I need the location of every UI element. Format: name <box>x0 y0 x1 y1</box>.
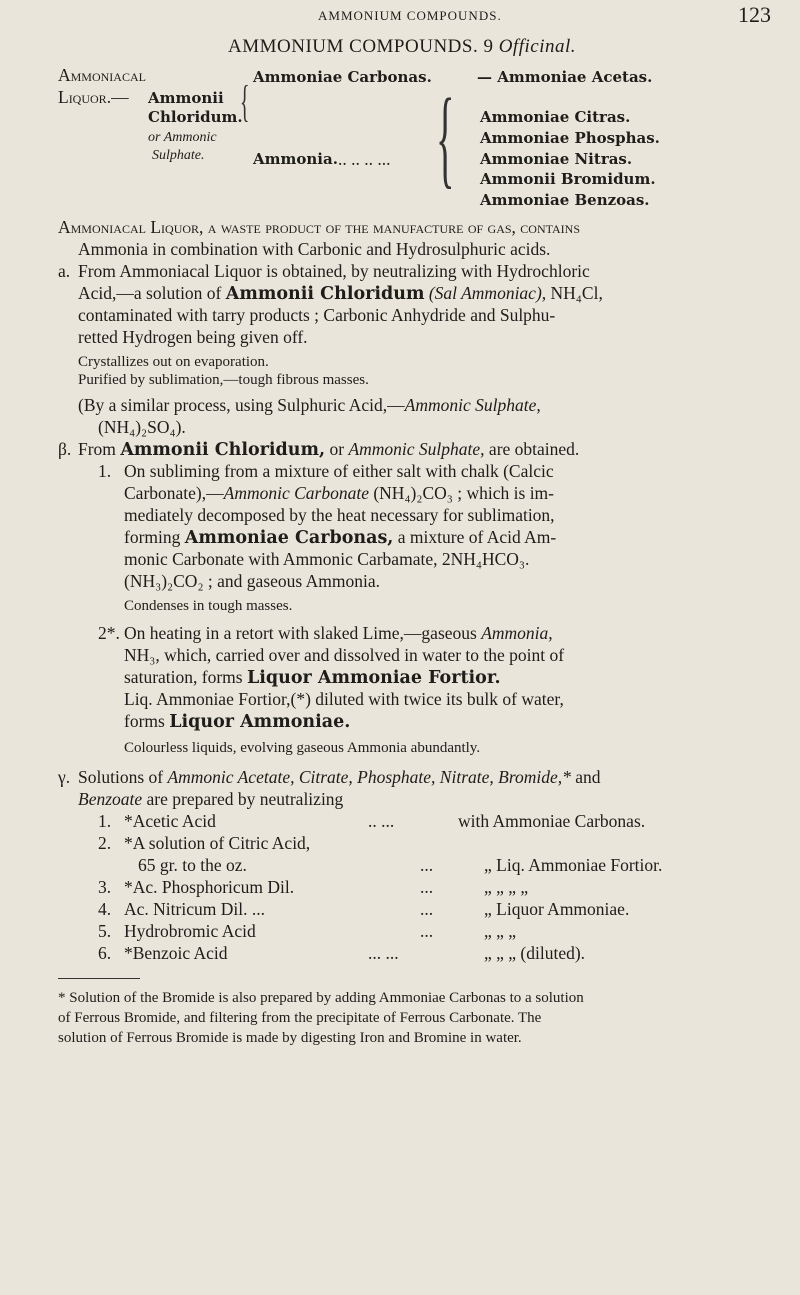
item2-line-1-pre: On heating in a retort with slaked Lime,—gaseous <box>124 623 477 643</box>
item1-line-5: monic Carbonate with Ammonic Carbamate, 2NH₄HCO₃. <box>124 549 530 569</box>
item2-line-3-bold: Liquor Ammoniae Fortior. <box>246 668 501 688</box>
tree-branch-ammonia: Ammonia. <box>253 150 338 168</box>
item2-line-5 <box>124 710 350 733</box>
beta-bold: Ammonii Chloridum, <box>120 440 326 460</box>
alpha-line-2-italic: (Sal Ammoniac), <box>428 283 547 303</box>
list-item-4-reagent: „ Liquor Ammoniae. <box>484 899 630 919</box>
gamma-line-2-italic: Benzoate <box>78 789 143 809</box>
intro-line-1: Ammoniacal Liquor, a waste product of the manufacture of gas, contains <box>58 217 581 237</box>
tree-leaf-nitras: Ammoniae Nitras. <box>480 150 633 168</box>
gamma-line-1 <box>78 766 601 788</box>
tree-leaf-bromidum: Ammonii Bromidum. <box>480 170 656 188</box>
item1-line-1: On subliming from a mixture of either salt with chalk (Calcic <box>124 461 554 481</box>
item2-line-2: NH₃, which, carried over and dissolved in water to the point of <box>124 645 565 665</box>
brace-right: { <box>436 76 455 198</box>
tree-node-or-ammonic: or Ammonic <box>148 130 217 145</box>
item2-line-1 <box>124 622 553 644</box>
item1-note: Condenses in tough masses. <box>124 598 293 614</box>
by-line-1-pre: (By a similar process, using Sulphuric Acid,— <box>78 395 405 415</box>
tree-leaf-citras: Ammoniae Citras. <box>480 108 631 126</box>
page-number: 123 <box>738 2 771 27</box>
officinal-text: Officinal. <box>498 36 577 57</box>
footnote-line-1: * Solution of the Bromide is also prepared by adding Ammoniae Carbonas to a solution <box>58 990 584 1006</box>
gamma-line-1-post: and <box>575 767 601 787</box>
beta-italic: Ammonic Sulphate, <box>348 439 485 459</box>
item1-line-2-italic: Ammonic Carbonate <box>223 483 369 503</box>
tree-node-ammonii: Ammonii <box>148 89 224 107</box>
tree-leaf-benzoas: Ammoniae Benzoas. <box>480 191 650 209</box>
beta-post: are obtained. <box>488 439 580 459</box>
brace-left: { <box>240 77 250 126</box>
list-item-4-dots: ... <box>420 899 434 919</box>
by-line-1 <box>78 394 541 416</box>
title-text: AMMONIUM COMPOUNDS. <box>228 36 479 57</box>
item2-line-5-pre: forms <box>124 711 165 731</box>
item1-line-2-pre: Carbonate),— <box>124 483 224 503</box>
beta-pre: From <box>78 439 116 459</box>
list-item-6-acid: *Benzoic Acid <box>124 943 228 963</box>
footnote-rule <box>58 978 140 979</box>
tree-root-line2: Liquor.— <box>58 87 129 107</box>
alpha-line-2-pre: Acid,—a solution of <box>78 283 222 303</box>
tree-node-chloridum: Chloridum. <box>148 108 243 126</box>
list-item-2b-dots: ... <box>420 855 434 875</box>
item1-line-4-pre: forming <box>124 527 181 547</box>
list-item-3-number: 3. <box>98 877 112 897</box>
item2-line-4: Liq. Ammoniae Fortior,(*) diluted with twice its bulk of water, <box>124 689 564 709</box>
item1-number: 1. <box>98 461 112 481</box>
item1-line-2 <box>124 482 554 504</box>
item1-line-6: (NH₃)₂CO₂ ; and gaseous Ammonia. <box>124 571 380 591</box>
gamma-line-1-pre: Solutions of <box>78 767 164 787</box>
item2-line-1-italic: Ammonia, <box>481 623 553 643</box>
item1-line-4-post: a mixture of Acid Am- <box>397 527 557 547</box>
count-text: 9 <box>483 36 494 57</box>
item1-line-4-bold: Ammoniae Carbonas, <box>184 528 394 548</box>
gamma-line-2-post: are prepared by neutralizing <box>146 789 344 809</box>
list-item-2b-acid: 65 gr. to the oz. <box>138 855 247 875</box>
tree-leaf-phosphas: Ammoniae Phosphas. <box>480 129 660 147</box>
by-line-2: (NH₄)₂SO₄). <box>98 417 186 437</box>
alpha-note-1: Crystallizes out on evaporation. <box>78 354 269 370</box>
list-item-2-acid: *A solution of Citric Acid, <box>124 833 311 853</box>
footnote-line-2: of Ferrous Bromide, and filtering from the precipitate of Ferrous Carbonate. The <box>58 1010 542 1026</box>
alpha-line-2-post: NH₄Cl, <box>550 283 603 303</box>
list-item-5-reagent: „ „ „ <box>484 921 517 941</box>
tree-branch-acetas: — Ammoniae Acetas. <box>477 68 653 86</box>
item2-line-3 <box>124 666 501 689</box>
gamma-line-2 <box>78 788 343 810</box>
list-item-1-acid: *Acetic Acid <box>124 811 216 831</box>
item2-note: Colourless liquids, evolving gaseous Ammonia abundantly. <box>124 740 481 756</box>
list-item-6-number: 6. <box>98 943 112 963</box>
intro-line-2: Ammonia in combination with Carbonic and Hydrosulphuric acids. <box>78 239 551 259</box>
list-item-4-number: 4. <box>98 899 112 919</box>
alpha-marker: a. <box>58 261 71 281</box>
beta-line <box>78 438 579 461</box>
item1-line-2-post: (NH₄)₂CO₃ ; which is im- <box>373 483 554 503</box>
list-item-5-dots: ... <box>420 921 434 941</box>
footnote-line-3: solution of Ferrous Bromide is made by digesting Iron and Bromine in water. <box>58 1030 522 1046</box>
list-item-6-reagent: „ „ „ (diluted). <box>484 943 586 963</box>
alpha-line-3: contaminated with tarry products ; Carbonic Anhydride and Sulphu- <box>78 305 556 325</box>
tree-node-sulphate: Sulphate. <box>152 148 205 163</box>
alpha-line-2-bold: Ammonii Chloridum <box>225 284 425 304</box>
list-item-1-dots: .. ... <box>368 811 395 831</box>
item1-line-4 <box>124 526 556 549</box>
list-item-3-acid: *Ac. Phosphoricum Dil. <box>124 877 295 897</box>
beta-marker: β. <box>58 439 72 459</box>
tree-dots: .. .. .. ... <box>338 149 391 169</box>
by-line-1-italic: Ammonic Sulphate, <box>404 395 541 415</box>
list-item-2b-reagent: „ Liq. Ammoniae Fortior. <box>484 855 663 875</box>
item2-line-5-bold: Liquor Ammoniae. <box>169 712 351 732</box>
alpha-note-2: Purified by sublimation,—tough fibrous masses. <box>78 372 369 388</box>
list-item-3-reagent: „ „ „ „ <box>484 877 529 897</box>
list-item-5-acid: Hydrobromic Acid <box>124 921 256 941</box>
item2-line-3-pre: saturation, forms <box>124 667 243 687</box>
tree-branch-carbonas: Ammoniae Carbonas. <box>253 68 432 86</box>
list-item-2-number: 2. <box>98 833 112 853</box>
page-title <box>228 36 576 58</box>
alpha-line-4: retted Hydrogen being given off. <box>78 327 308 347</box>
alpha-line-2 <box>78 282 603 305</box>
list-item-5-number: 5. <box>98 921 112 941</box>
tree-root-line1: Ammoniacal <box>58 65 146 85</box>
list-item-4-acid: Ac. Nitricum Dil. ... <box>124 899 265 919</box>
beta-or: or <box>329 439 345 459</box>
list-item-1-reagent: with Ammoniae Carbonas. <box>458 811 646 831</box>
list-item-6-dots: ... ... <box>368 943 399 963</box>
item1-line-3: mediately decomposed by the heat necessary for sublimation, <box>124 505 555 525</box>
alpha-line-1: From Ammoniacal Liquor is obtained, by neutralizing with Hydrochloric <box>78 261 590 281</box>
running-title: AMMONIUM COMPOUNDS. <box>318 8 502 23</box>
item2-number: 2*. <box>98 623 120 643</box>
gamma-line-1-italic: Ammonic Acetate, Citrate, Phosphate, Nitrate, Bromide,* <box>167 767 571 787</box>
list-item-1-number: 1. <box>98 811 112 831</box>
gamma-marker: γ. <box>58 767 71 787</box>
list-item-3-dots: ... <box>420 877 434 897</box>
